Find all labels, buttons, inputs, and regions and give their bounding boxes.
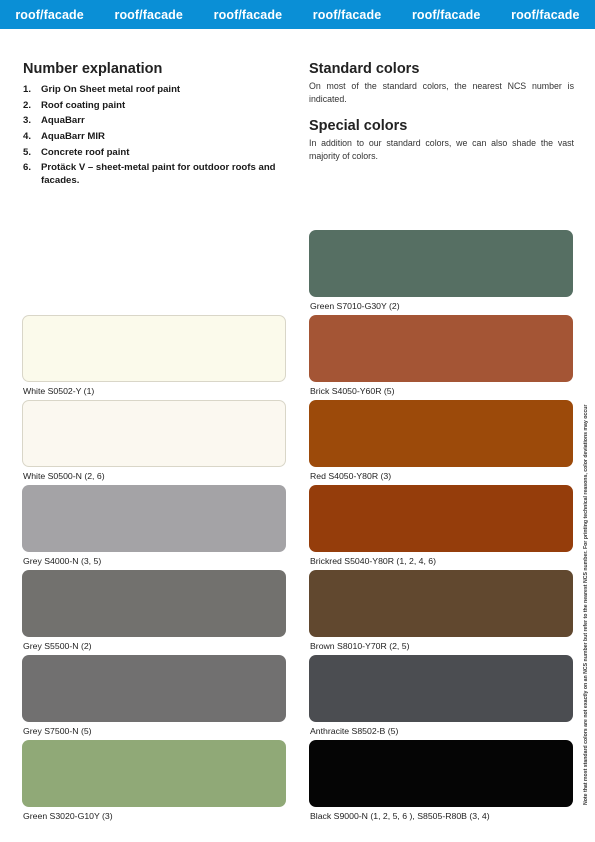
header-banner	[0, 0, 595, 29]
number-explanation-item	[23, 130, 288, 143]
color-swatch-label: Brown S8010-Y70R (2, 5)	[310, 641, 410, 651]
item-number: 3.	[23, 115, 32, 127]
item-text: AquaBarr MIR	[41, 131, 105, 143]
color-swatch	[309, 400, 573, 467]
item-text: Grip On Sheet metal roof paint	[41, 84, 181, 95]
item-number: 2.	[23, 99, 32, 111]
number-explanation-item	[23, 161, 288, 187]
item-text: Concrete roof paint	[41, 146, 130, 158]
color-swatch-label: Green S3020-G10Y (3)	[23, 811, 113, 821]
color-swatch-label: Grey S5500-N (2)	[23, 641, 92, 651]
number-explanation-list	[23, 83, 288, 187]
banner-label: roof/facade	[15, 7, 84, 22]
item-text: Protäck V – sheet-metal paint for outdoor roofs and facades.	[41, 162, 276, 187]
item-number: 4.	[23, 131, 32, 143]
banner-label: roof/facade	[411, 7, 481, 22]
color-swatch-label: Brick S4050-Y60R (5)	[310, 386, 395, 396]
color-swatch-label: Red S4050-Y80R (3)	[310, 471, 392, 481]
item-number: 6.	[23, 162, 32, 174]
color-swatch	[309, 740, 573, 807]
banner-label: roof/facade	[511, 7, 580, 22]
number-explanation-item	[23, 146, 288, 159]
color-swatch	[22, 570, 286, 637]
color-swatch-label: White S0500-N (2, 6)	[23, 471, 105, 481]
color-swatch	[22, 740, 286, 807]
color-swatch-label: Green S7010-G30Y (2)	[310, 301, 400, 311]
color-deviation-note: Note that most standard colors are not exactly on an NCS number but refer to the nearest NCS number. For printing technical reasons, color deviations may occur	[583, 404, 589, 805]
banner-label: roof/facade	[312, 7, 382, 22]
color-swatch	[22, 315, 286, 382]
item-number: 1.	[23, 84, 32, 95]
special-colors-title: Special colors	[309, 118, 408, 134]
color-swatch	[22, 485, 286, 552]
item-text: Roof coating paint	[41, 99, 126, 111]
number-explanation-item	[23, 83, 288, 96]
color-swatch-label: White S0502-Y (1)	[23, 386, 95, 396]
standard-colors-text: On most of the standard colors, the nearest NCS number is indicated.	[309, 81, 574, 104]
color-swatch-label: Anthracite S8502-B (5)	[310, 726, 399, 736]
color-swatch-label: Black S9000-N (1, 2, 5, 6 ), S8505-R80B (3, 4)	[310, 811, 490, 821]
color-swatch	[309, 485, 573, 552]
color-swatch	[309, 655, 573, 722]
special-colors-text: In addition to our standard colors, we can also shade the vast majority of colors.	[309, 138, 574, 161]
color-swatch	[309, 315, 573, 382]
number-explanation-title: Number explanation	[23, 61, 163, 77]
item-text: AquaBarr	[41, 115, 85, 127]
number-explanation-item	[23, 114, 288, 127]
color-swatch-label: Grey S7500-N (5)	[23, 726, 92, 736]
banner-label: roof/facade	[114, 7, 183, 22]
color-swatch-label: Grey S4000-N (3, 5)	[23, 556, 102, 566]
color-swatch-label: Brickred S5040-Y80R (1, 2, 4, 6)	[310, 556, 437, 566]
number-explanation-item	[23, 99, 288, 112]
color-swatch	[309, 230, 573, 297]
color-swatch	[22, 655, 286, 722]
color-swatch	[309, 570, 573, 637]
item-number: 5.	[23, 146, 32, 158]
standard-colors-title: Standard colors	[309, 61, 420, 77]
banner-label: roof/facade	[213, 7, 283, 22]
number-explanation-section	[23, 61, 288, 190]
colors-info-section	[309, 61, 574, 163]
color-swatch	[22, 400, 286, 467]
